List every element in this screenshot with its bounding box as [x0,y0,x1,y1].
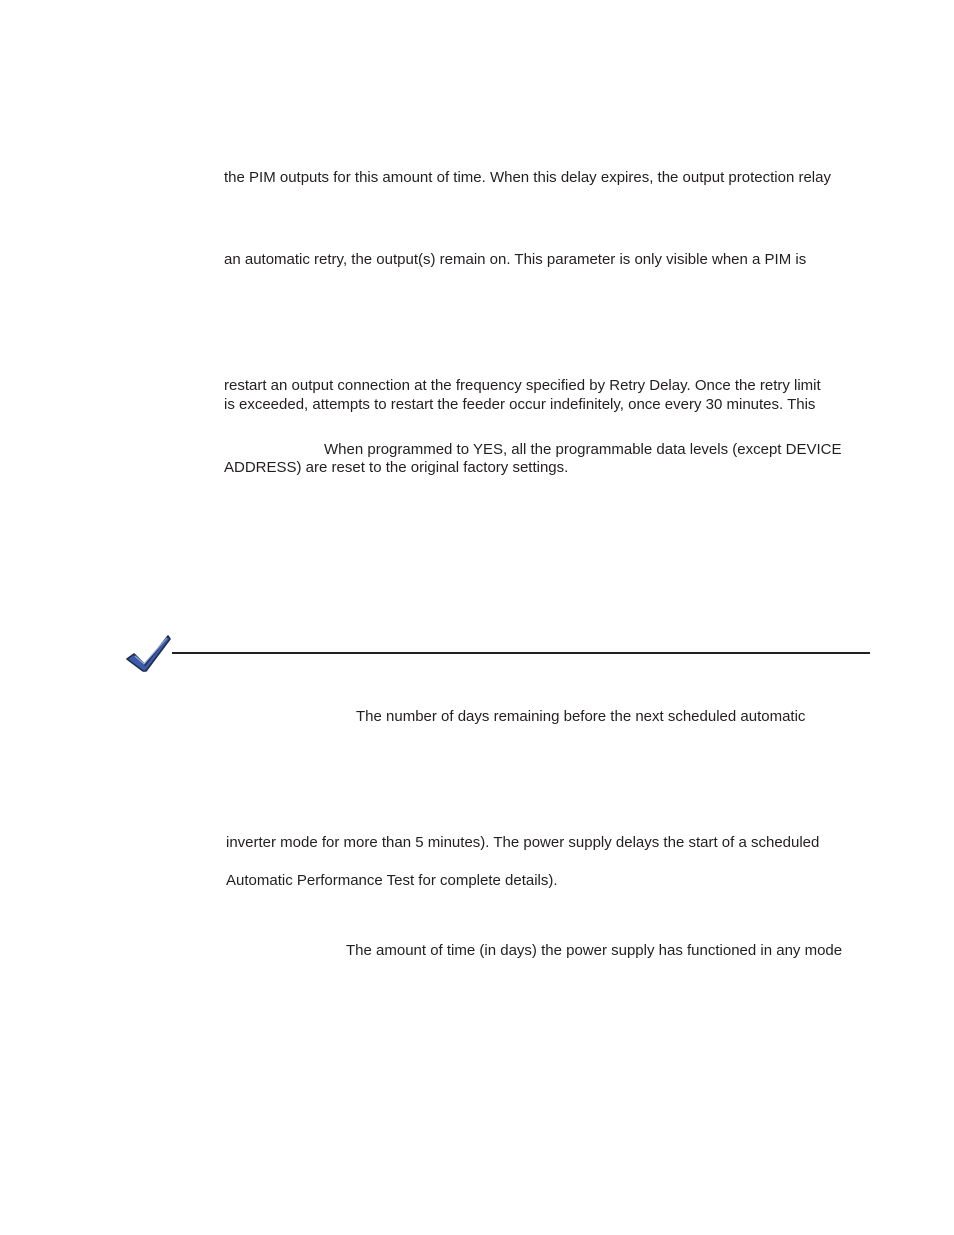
paragraph-line: inverter mode for more than 5 minutes). The power supply delays the start of a scheduled [226,834,820,851]
note-divider [172,652,870,654]
paragraph-line: ADDRESS) are reset to the original factory settings. [224,459,569,476]
check-icon [124,632,172,674]
paragraph-line: is exceeded, attempts to restart the feeder occur indefinitely, once every 30 minutes. This [224,396,816,413]
paragraph-line: The number of days remaining before the next scheduled automatic [356,708,806,725]
paragraph-line: When programmed to YES, all the programmable data levels (except DEVICE [324,441,842,458]
paragraph-line: an automatic retry, the output(s) remain on. This parameter is only visible when a PIM is [224,251,807,268]
paragraph-line: The amount of time (in days) the power supply has functioned in any mode [346,942,843,959]
paragraph-line: the PIM outputs for this amount of time. When this delay expires, the output protection relay [224,169,831,186]
paragraph-line: Automatic Performance Test for complete details). [226,872,558,889]
paragraph-line: restart an output connection at the frequency specified by Retry Delay. Once the retry limit [224,377,821,394]
